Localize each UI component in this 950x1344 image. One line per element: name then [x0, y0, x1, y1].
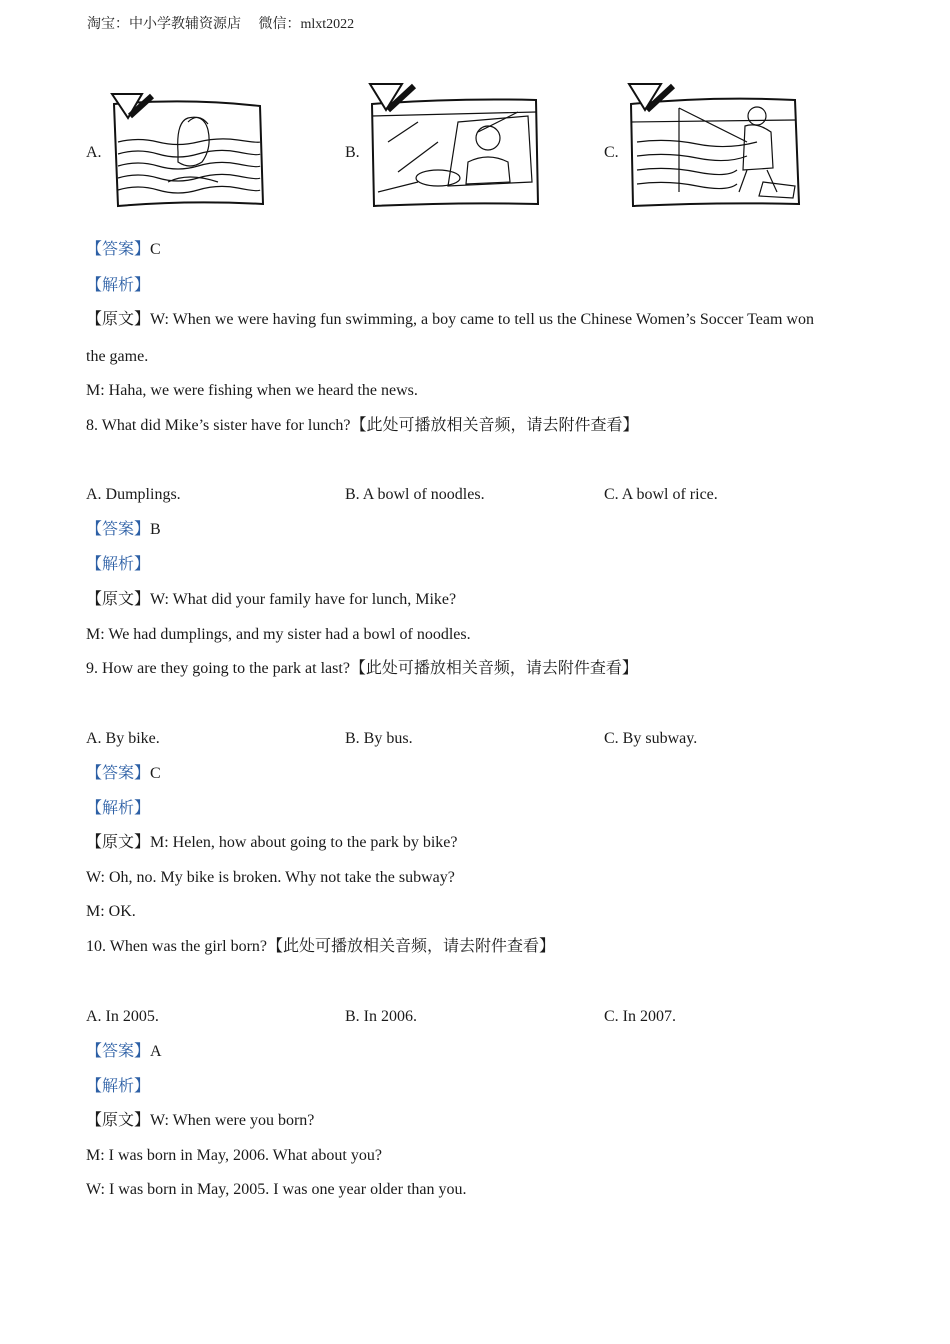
q10-transcript-line: 【原文】W: When were you born? — [86, 1112, 315, 1129]
q8-option-c: C. A bowl of rice. — [604, 486, 718, 503]
q9-answer: 【答案】C — [86, 765, 161, 782]
q9-transcript-line: W: Oh, no. My bike is broken. Why not take the subway? — [86, 869, 455, 886]
q8-transcript-line: 【原文】W: What did your family have for lunch, Mike? — [86, 591, 457, 608]
q10-question: 10. When was the girl born?【此处可播放相关音频，请去附件查看】 — [86, 938, 555, 955]
option-b-label: B. — [345, 144, 360, 161]
taobao-shop: 淘宝：中小学教辅资源店 — [87, 17, 241, 32]
q9-transcript-line: M: OK. — [86, 903, 136, 920]
q9-option-a: A. By bike. — [86, 730, 160, 747]
swimming-picture — [108, 82, 268, 208]
q8-answer: 【答案】B — [86, 521, 161, 538]
q9-option-c: C. By subway. — [604, 730, 698, 747]
fishing-picture — [627, 82, 802, 208]
q10-option-c: C. In 2007. — [604, 1008, 676, 1025]
option-a-label: A. — [86, 144, 102, 161]
page-header — [87, 13, 368, 33]
q9-question: 9. How are they going to the park at last?【此处可播放相关音频，请去附件查看】 — [86, 660, 638, 677]
q7-answer: 【答案】C — [86, 241, 161, 258]
q9-transcript-line: 【原文】M: Helen, how about going to the park by bike? — [86, 834, 458, 851]
q10-analysis-tag: 【解析】 — [86, 1078, 151, 1095]
q7-transcript-line: M: Haha, we were fishing when we heard the news. — [86, 382, 418, 399]
q10-transcript-line: W: I was born in May, 2005. I was one year older than you. — [86, 1181, 467, 1198]
q9-option-b: B. By bus. — [345, 730, 413, 747]
q8-option-a: A. Dumplings. — [86, 486, 181, 503]
q9-analysis-tag: 【解析】 — [86, 800, 151, 817]
q10-option-a: A. In 2005. — [86, 1008, 159, 1025]
q10-answer: 【答案】A — [86, 1043, 162, 1060]
q8-analysis-tag: 【解析】 — [86, 556, 151, 573]
q7-analysis-tag: 【解析】 — [86, 277, 151, 294]
option-c-label: C. — [604, 144, 619, 161]
q7-transcript-line: the game. — [86, 348, 149, 365]
q7-transcript-line: 【原文】W: When we were having fun swimming, a boy came to tell us the Chinese Women’s Soccer Team won — [86, 311, 814, 328]
wechat-id: 微信：mlxt2022 — [258, 17, 355, 32]
q8-option-b: B. A bowl of noodles. — [345, 486, 485, 503]
q10-transcript-line: M: I was born in May, 2006. What about you? — [86, 1147, 382, 1164]
driving-picture — [368, 82, 543, 208]
q8-question: 8. What did Mike’s sister have for lunch?【此处可播放相关音频，请去附件查看】 — [86, 417, 639, 434]
q8-transcript-line: M: We had dumplings, and my sister had a bowl of noodles. — [86, 626, 471, 643]
q10-option-b: B. In 2006. — [345, 1008, 417, 1025]
